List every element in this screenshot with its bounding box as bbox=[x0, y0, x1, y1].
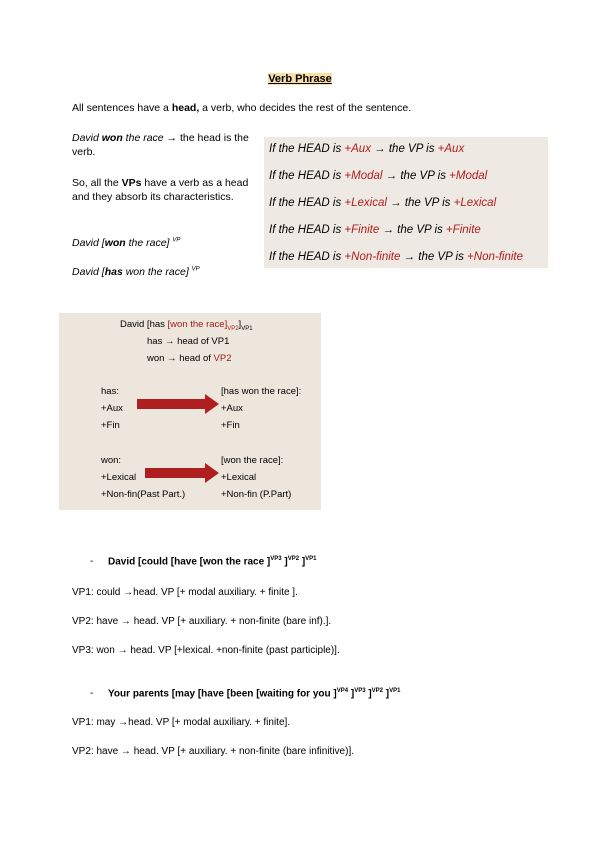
diagram-has-aux: +Aux bbox=[101, 403, 123, 414]
diagram-vp2-lexical: +Lexical bbox=[221, 472, 257, 483]
diagram-vp1-label: [has won the race]: bbox=[221, 386, 302, 397]
rule-lexical: If the HEAD is +Lexical → the VP is +Lexical bbox=[269, 197, 497, 209]
diagram-won-nonfin: +Non-fin(Past Part.) bbox=[101, 489, 186, 500]
rule-non-finite: If the HEAD is +Non-finite → the VP is +Non-finite bbox=[269, 251, 523, 263]
bracket-example-has: David [has won the race] $^{VP}$ bbox=[72, 265, 200, 278]
diagram-vp1-aux: +Aux bbox=[221, 403, 243, 414]
diagram-vp2-label: [won the race]: bbox=[221, 455, 284, 466]
vp2-have-bare-line: VP2: have → head. VP [+ auxiliary. + non-finite (bare infinitive)]. bbox=[72, 746, 355, 757]
vp-explanation: So, all the VPs have a verb as a head and they absorb its characteristics. bbox=[72, 177, 249, 203]
example-head-verb: David won the race → the head is the verb. bbox=[72, 132, 249, 158]
vp1-could-line: VP1: could →head. VP [+ modal auxiliary. + finite ]. bbox=[72, 587, 298, 598]
bracket-example-won: David [won the race] $^{VP}$ bbox=[72, 236, 181, 249]
vp3-won-line: VP3: won → head. VP [+lexical. +non-finite (past participle)]. bbox=[72, 645, 340, 656]
right-arrow-icon bbox=[145, 468, 205, 478]
diagram-has-head: has → head of VP1 bbox=[147, 336, 230, 347]
rule-aux: If the HEAD is +Aux → the VP is +Aux bbox=[269, 143, 465, 155]
bullet-your-parents: - Your parents [may [have [been [waiting for you ]$^{VP4}$ ]$^{VP3}$ ]$^{VP2}$ ]$^{VP1}$ bbox=[90, 688, 401, 700]
vp-diagram bbox=[59, 313, 321, 510]
bullet-david-could: - David [could [have [won the race ]$^{VP3}$ ]$^{VP2}$ ]$^{VP1}$ bbox=[90, 556, 317, 568]
diagram-won-head: won → head of VP2 bbox=[147, 353, 232, 364]
diagram-won-label: won: bbox=[101, 455, 122, 466]
diagram-has-label: has: bbox=[101, 386, 119, 397]
intro-paragraph: All sentences have a head, a verb, who decides the rest of the sentence. bbox=[72, 102, 412, 114]
rule-modal: If the HEAD is +Modal → the VP is +Modal bbox=[269, 170, 488, 182]
right-arrow-icon bbox=[137, 399, 205, 409]
page-title: Verb Phrase bbox=[268, 73, 332, 85]
diagram-won-lexical: +Lexical bbox=[101, 472, 137, 483]
rule-finite: If the HEAD is +Finite → the VP is +Finite bbox=[269, 224, 481, 236]
diagram-has-fin: +Fin bbox=[101, 420, 120, 431]
vp1-may-line: VP1: may →head. VP [+ modal auxiliary. + finite]. bbox=[72, 717, 291, 728]
diagram-vp2-nonfin: +Non-fin (P.Part) bbox=[221, 489, 292, 500]
diagram-vp1-fin: +Fin bbox=[221, 420, 240, 431]
head-rules-box bbox=[264, 137, 548, 268]
diagram-sentence: David [has [won the $race]_{VP2}]_{VP1}$ bbox=[120, 319, 253, 332]
vp2-have-line: VP2: have → head. VP [+ auxiliary. + non-finite (bare inf).]. bbox=[72, 616, 332, 627]
